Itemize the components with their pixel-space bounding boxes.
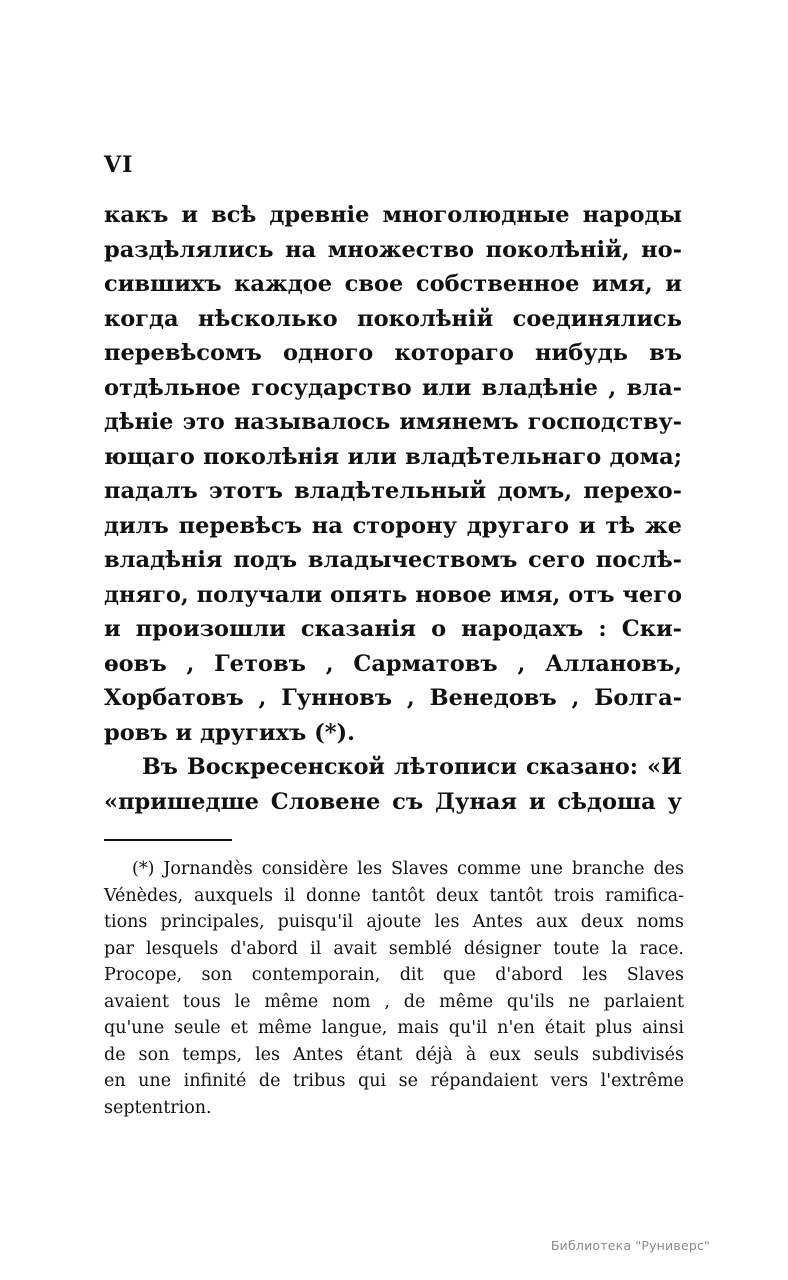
footnote-line: en une infinité de tribus qui se répandaient vers l'extrême: [104, 1071, 684, 1091]
footnote-line: septentrion.: [104, 1097, 212, 1118]
text-line: «пришедше Словене съ Дуная и сѣдоша у: [104, 788, 682, 815]
text-line: дилъ перевѣсъ на сторону другаго и тѣ же: [104, 512, 682, 539]
text-line: падалъ этотъ владѣтельный домъ, перехо-: [104, 478, 682, 504]
footnote-line: qu'une seule et même langue, mais qu'il n'en était plus ainsi: [104, 1018, 684, 1038]
text-line: сившихъ каждое свое собственное имя, и: [104, 271, 682, 297]
page-number: VI: [104, 152, 134, 178]
footnote-line: tions principales, puisqu'il ajoute les Antes aux deux noms: [104, 912, 684, 932]
text-line: ющаго поколѣнія или владѣтельнаго дома;: [104, 443, 682, 470]
text-line: и произошли сказанія о народахъ : Ски-: [104, 616, 682, 642]
text-line: Въ Воскресенской лѣтописи сказано: «И: [142, 754, 682, 780]
main-text: [104, 198, 682, 819]
footnote-line: (*) Jornandès considère les Slaves comme une branche des: [132, 859, 684, 879]
footnote-line: Vénèdes, auxquels il donne tantôt deux tantôt trois ramifica-: [104, 885, 684, 906]
text-line: отдѣльное государство или владѣніе , вла-: [104, 374, 682, 401]
text-line: дняго, получали опять новое имя, отъ чего: [104, 581, 682, 608]
text-line: перевѣсомъ одного котораго нибудь въ: [104, 340, 682, 366]
text-line: когда нѣсколько поколѣній соединялись: [104, 305, 682, 332]
footnote: [104, 856, 684, 1121]
text-line: раздѣлялись на множество поколѣній, но-: [104, 236, 682, 263]
text-line: ровъ и другихъ (*).: [104, 719, 355, 746]
library-watermark: Библиотека "Руниверс": [550, 1238, 710, 1253]
text-line: дѣніе это называлось имянемъ господству-: [104, 409, 682, 435]
text-line: ѳовъ , Гетовъ , Сарматовъ , Аллановъ,: [104, 650, 682, 677]
footnote-line: Procope, son contemporain, dit que d'abord les Slaves: [104, 965, 684, 985]
text-line: Хорбатовъ , Гунновъ , Венедовъ , Болга-: [104, 685, 682, 711]
footnote-line: avaient tous le même nom , de même qu'ils ne parlaient: [104, 991, 684, 1012]
text-line: владѣнія подъ владычествомъ сего послѣ-: [104, 547, 682, 573]
text-line: какъ и всѣ древніе многолюдные народы: [104, 202, 682, 228]
footnote-divider: [104, 839, 232, 841]
footnote-line: de son temps, les Antes étant déjà à eux seuls subdivisés: [104, 1044, 684, 1065]
footnote-line: par lesquels d'abord il avait semblé désigner toute la race.: [104, 938, 684, 959]
